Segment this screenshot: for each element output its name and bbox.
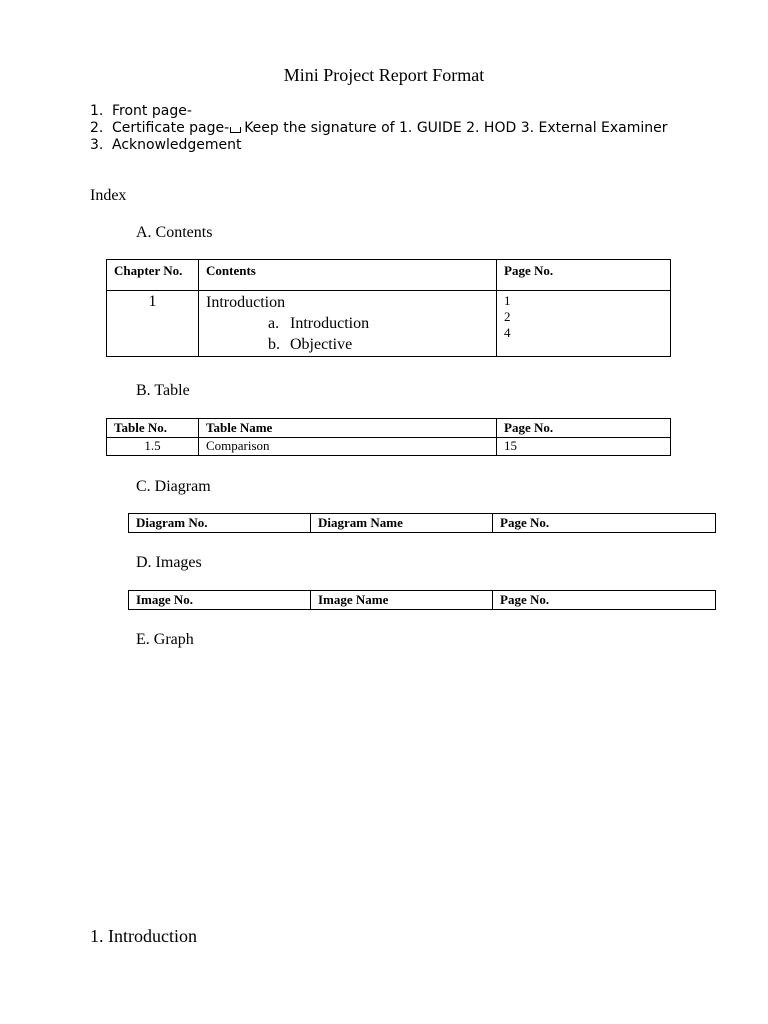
column-header: Chapter No. [107,260,199,291]
page-number-cell [497,291,671,357]
diagrams-list-table [128,513,716,533]
column-header: Table Name [199,419,497,438]
space-marker-icon [230,127,241,133]
table-row [107,291,671,357]
table-row [107,438,671,456]
front-matter-list [90,103,668,154]
list-item [90,137,668,154]
table-header-row [107,260,671,291]
section-heading-table: B. Table [136,382,190,399]
page-number: 4 [504,325,511,340]
column-header: Diagram No. [129,514,311,533]
column-header: Page No. [497,419,671,438]
page-number: 2 [504,309,511,324]
list-text: Objective [290,336,353,353]
table-cell: Comparison [199,438,497,456]
table-header-row [129,591,716,610]
table-cell: 15 [497,438,671,456]
chapter-title: Introduction [206,294,286,311]
list-text: Front page- [112,103,192,119]
list-text: Acknowledgement [112,137,242,153]
column-header: Diagram Name [311,514,493,533]
list-number: 2. [90,120,104,136]
list-item [206,334,489,355]
list-item [90,120,668,137]
list-number: 1. [90,103,104,119]
chapter-heading-introduction: 1. Introduction [90,926,197,946]
section-heading-graph: E. Graph [136,631,194,648]
column-header: Page No. [493,591,716,610]
list-letter: a. [268,315,280,332]
contents-cell [199,291,497,357]
table-header-row [107,419,671,438]
column-header: Table No. [107,419,199,438]
column-header: Page No. [497,260,671,291]
document-title: Mini Project Report Format [283,65,485,85]
list-item [90,103,668,120]
section-heading-images: D. Images [136,554,202,571]
list-item [206,313,489,334]
column-header: Page No. [493,514,716,533]
column-header: Image Name [311,591,493,610]
section-heading-diagram: C. Diagram [136,478,211,495]
page-number: 1 [504,293,511,308]
column-header: Image No. [129,591,311,610]
index-heading: Index [90,187,127,204]
chapter-number-cell: 1 [107,291,199,357]
list-text: Introduction [290,315,370,332]
images-list-table [128,590,716,610]
section-heading-contents: A. Contents [136,224,213,241]
table-cell: 1.5 [107,438,199,456]
list-letter: b. [268,336,280,353]
contents-table [106,259,671,357]
list-number: 3. [90,137,104,153]
list-text: Certificate page- [112,120,230,136]
table-header-row [129,514,716,533]
column-header: Contents [199,260,497,291]
list-text: Keep the signature of 1. GUIDE 2. HOD 3. External Examiner [244,120,668,136]
tables-list-table [106,418,671,456]
